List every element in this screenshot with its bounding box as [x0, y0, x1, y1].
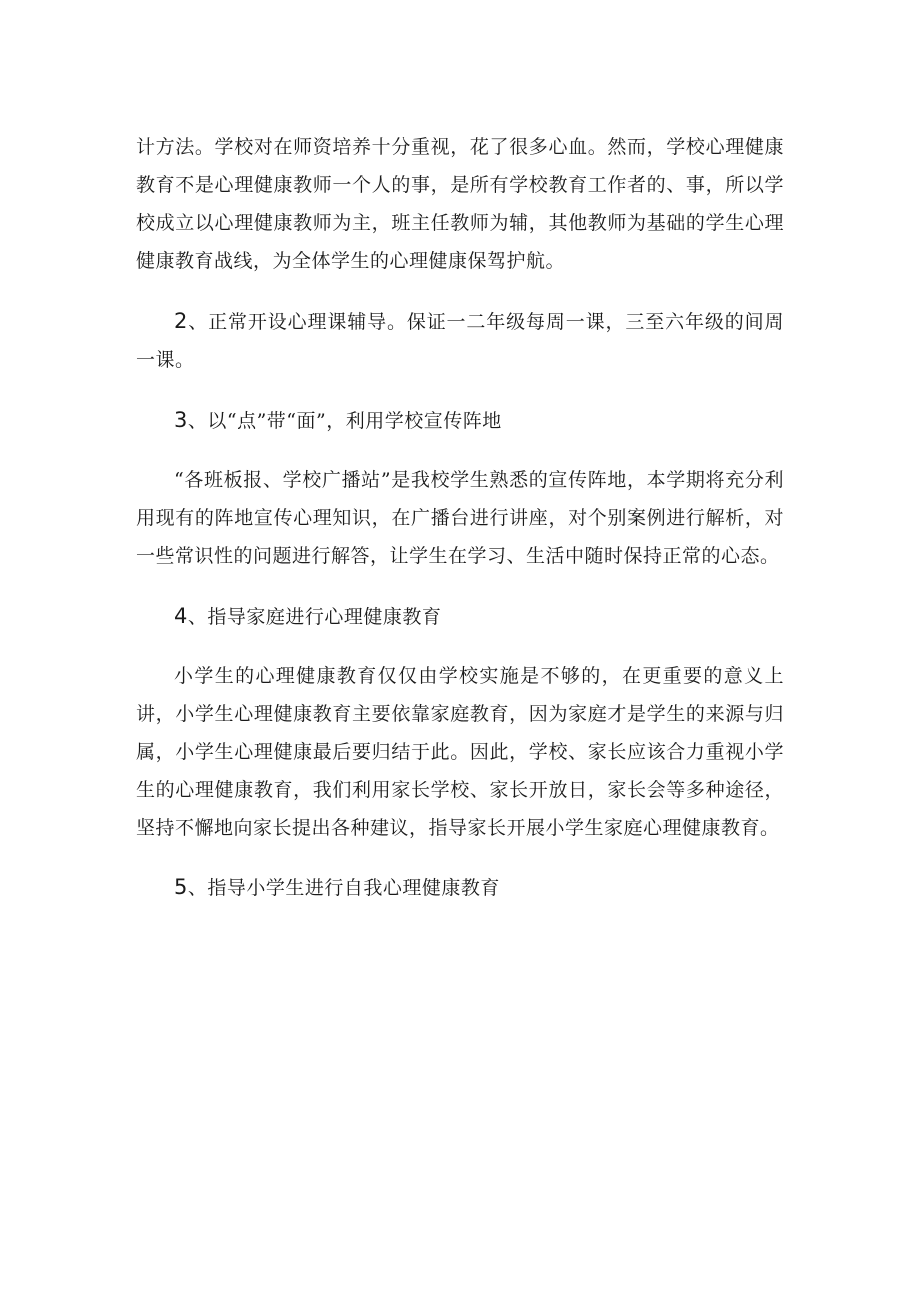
- paragraph-teacher-training: 计方法。学校对在师资培养十分重视，花了很多心血。然而，学校心理健康教育不是心理健康教师一个人的事，是所有学校教育工作者的、事，所以学校成立以心理健康教师为主，班主任教师为辅，其他教师为基础的学生心理健康教育战线，为全体学生的心理健康保驾护航。: [136, 136, 784, 272]
- document-page: [136, 128, 784, 907]
- heading-text: 、指导小学生进行自我心理健康教育: [187, 877, 500, 899]
- heading-item-3: [136, 401, 784, 440]
- heading-number: 2: [174, 309, 188, 333]
- heading-item-4: [136, 597, 784, 636]
- heading-text: 、指导家庭进行心理健康教育: [187, 606, 442, 628]
- paragraph-family-education: 小学生的心理健康教育仅仅由学校实施是不够的，在更重要的意义上讲，小学生心理健康教育主要依靠家庭教育，因为家庭才是学生的来源与归属，小学生心理健康最后要归结于此。因此，学校、家长应该合力重视小学生的心理健康教育，我们利用家长学校、家长开放日，家长会等多种途径，坚持不懈地向家长提出各种建议，指导家长开展小学生家庭心理健康教育。: [136, 665, 784, 839]
- heading-number: 4: [174, 604, 188, 628]
- heading-text: 、正常开设心理课辅导。保证一二年级每周一课，三至六年级的间周一课。: [136, 311, 784, 371]
- heading-item-5: [136, 868, 784, 907]
- paragraph-publicity: “各班板报、学校广播站”是我校学生熟悉的宣传阵地，本学期将充分利用现有的阵地宣传心理知识，在广播台进行讲座，对个别案例进行解析，对一些常识性的问题进行解答，让学生在学习、生活中随时保持正常的心态。: [136, 469, 784, 567]
- heading-number: 5: [174, 875, 188, 899]
- heading-number: 3: [174, 408, 188, 432]
- heading-item-2: [136, 302, 784, 379]
- heading-text: 、以“点”带“面”，利用学校宣传阵地: [187, 410, 502, 432]
